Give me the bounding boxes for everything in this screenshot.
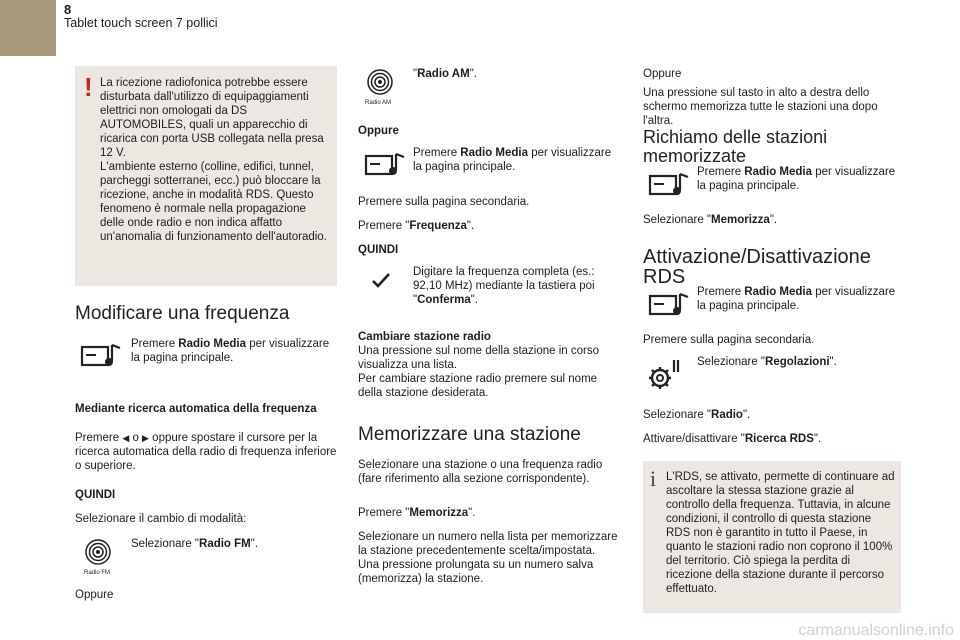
radio-fm-icon-label: Radio FM: [84, 570, 111, 576]
arrows-text: Premere ◀ o ▶ oppure spostare il cursore per la ricerca automatica della radio di frequenza inferiore o superiore.: [75, 432, 337, 472]
warning-text: La ricezione radiofonica potrebbe essere disturbata dall'utilizzo di equipaggiamenti elettrici non omologati da DS AUTOMOBILES, quali un apparecchio di ricarica con porta USB collegata nella presa 12 V. L'ambiente esterno (colline, edifici, tunnel, parcheggi sotterranei, ecc.) può bloccare la ricezione, anche in modalità RDS. Questo fenomeno è normale nella propagazione delle onde radio e non indica affatto un'anomalia di funzionamento dell'autoradio.: [100, 77, 327, 243]
col1-step1: Premere Radio Media per visualizzare la pagina principale.: [131, 338, 330, 364]
memo-number: Selezionare un numero nella lista per memorizzare la stazione precedentemente scelta/impostata. Una pressione prolungata su un numero salva (memorizza) la stazione.: [358, 531, 618, 585]
info-icon: i: [650, 466, 657, 491]
quindi-col2: QUINDI: [358, 244, 399, 256]
select-radio-am: "Radio AM".: [413, 68, 477, 80]
col3-secondary: Premere sulla pagina secondaria.: [643, 334, 815, 346]
radio-media-icon: [648, 290, 692, 320]
memo-text: Selezionare una stazione o una frequenza radio (fare riferimento alla sezione corrispondente).: [358, 459, 603, 485]
chapter-tab: [0, 0, 56, 56]
quindi-label: QUINDI: [75, 489, 116, 501]
select-radio: Selezionare "Radio".: [643, 409, 751, 421]
info-text: L'RDS, se attivato, permette di continuare ad ascoltare la stessa stazione grazie al controllo della frequenza. Tuttavia, in alcune condizioni, il controllo di questa stazione RDS non è garantito in tutto il Paese, in quanto le stazioni radio non coprono il 100% del territorio. Ciò spiega la perdita di ricezione della stazione durante il percorso effettuato.: [666, 471, 895, 595]
radio-am-icon-label: Radio AM: [365, 100, 392, 106]
oppure-col2: Oppure: [358, 125, 399, 137]
oppure-col1: Oppure: [75, 589, 114, 601]
page-title: Tablet touch screen 7 pollici: [64, 16, 218, 30]
select-radio-fm: Selezionare "Radio FM".: [131, 538, 259, 550]
settings-gear-icon: [646, 356, 686, 392]
toggle-ricerca-rds: Attivare/disattivare "Ricerca RDS".: [643, 433, 822, 445]
checkmark-icon: [372, 272, 390, 288]
col2-step1: Premere Radio Media per visualizzare la pagina principale.: [413, 147, 612, 173]
col3-step1: Premere Radio Media per visualizzare la pagina principale.: [697, 166, 896, 192]
heading-rds: Attivazione/Disattivazione RDS: [643, 246, 871, 288]
exclamation-icon: !: [84, 72, 93, 102]
arrow-right-icon: ▶: [142, 433, 149, 443]
watermark: carmanualsonline.info: [798, 622, 954, 639]
radio-am-icon: [366, 68, 394, 96]
press-memorizza: Premere "Memorizza".: [358, 507, 476, 519]
col3-step2: Premere Radio Media per visualizzare la pagina principale.: [697, 286, 896, 312]
subheading-ricerca-automatica: Mediante ricerca automatica della frequenza: [75, 403, 317, 415]
oppure-col3: Oppure: [643, 68, 682, 80]
digit-frequency: Digitare la frequenza completa (es.: 92,10 MHz) mediante la tastiera poi "Conferma".: [413, 266, 595, 306]
select-memorizza: Selezionare "Memorizza".: [643, 214, 778, 226]
heading-modificare-frequenza: Modificare una frequenza: [75, 303, 290, 324]
col2-secondary: Premere sulla pagina secondaria.: [358, 196, 530, 208]
heading-memorizzare: Memorizzare una stazione: [358, 424, 581, 445]
page-number: 8: [64, 2, 72, 17]
change-station: Cambiare stazione radio Una pressione sul nome della stazione in corso visualizza una lista. Per cambiare stazione radio premere sul nome della stazione desiderata.: [358, 331, 599, 399]
arrow-left-icon: ◀: [122, 433, 130, 443]
radio-fm-icon: [84, 538, 112, 566]
select-regolazioni: Selezionare "Regolazioni".: [697, 356, 837, 368]
press-all-text: Una pressione sul tasto in alto a destra dello schermo memorizza tutte le stazioni una dopo l'altra.: [643, 87, 878, 127]
radio-media-icon: [648, 170, 692, 200]
radio-media-icon: [80, 341, 124, 371]
radio-media-icon: [364, 150, 408, 180]
heading-richiamo: Richiamo delle stazioni memorizzate: [643, 127, 828, 166]
press-frequenza: Premere "Frequenza".: [358, 220, 475, 232]
change-mode-text: Selezionare il cambio di modalità:: [75, 513, 247, 525]
